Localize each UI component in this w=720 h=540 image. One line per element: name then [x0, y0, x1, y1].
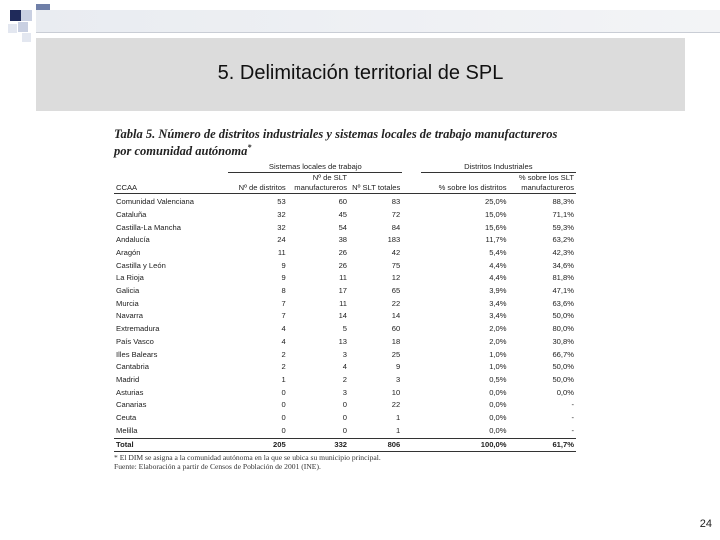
cell-pct-distritos: 15,6% — [484, 222, 507, 232]
total-gap — [402, 438, 420, 452]
page-number: 24 — [699, 518, 712, 530]
cell-manuf: 13 — [338, 336, 348, 346]
cell-pct-distritos: 3,4% — [489, 311, 507, 321]
gap — [402, 374, 420, 387]
cell-total: 25 — [391, 349, 401, 359]
cell-manuf: 4 — [342, 362, 348, 372]
header-rule — [36, 32, 720, 33]
decor-square — [18, 22, 28, 32]
cell-distritos: 4 — [281, 324, 286, 334]
cell-distritos: 2 — [281, 349, 286, 359]
cell-distritos: 7 — [281, 298, 286, 308]
cell-pct-manuf: 63,2% — [552, 235, 574, 245]
cell-pct-distritos: 5,4% — [489, 247, 507, 257]
group-header-slt: Sistemas locales de trabajo — [228, 162, 402, 173]
cell-total: 14 — [391, 311, 401, 321]
cell-distritos: 7 — [281, 311, 286, 321]
gap — [402, 323, 420, 336]
table-notes — [114, 453, 586, 471]
cell-distritos: 8 — [281, 286, 286, 296]
caption-line-1: Tabla 5. Número de distritos industriales y sistemas locales de trabajo manufactureros — [114, 127, 558, 141]
header-blank — [114, 162, 228, 173]
cell-distritos: 9 — [281, 260, 286, 270]
cell-pct-distritos: 0,0% — [489, 413, 507, 423]
cell-pct-manuf: 59,3% — [552, 222, 574, 232]
cell-ccaa: Navarra — [116, 311, 144, 321]
table-row — [114, 209, 576, 222]
gap — [402, 209, 420, 222]
cell-total: 1 — [396, 413, 401, 423]
total-pct-manuf: 61,7% — [509, 438, 576, 452]
cell-pct-distritos: 2,0% — [489, 324, 507, 334]
table-row — [114, 323, 576, 336]
total-row — [114, 438, 576, 452]
table-row — [114, 374, 576, 387]
subheader-pct-slt: % sobre los SLT — [518, 173, 574, 183]
table-body — [114, 194, 576, 438]
cell-ccaa: Castilla-La Mancha — [116, 222, 181, 232]
cell-manuf: 2 — [342, 375, 348, 384]
cell-ccaa: Ceuta — [116, 413, 137, 423]
table-row — [114, 336, 576, 349]
total-label: Total — [114, 438, 228, 452]
cell-manuf: 45 — [338, 209, 348, 219]
cell-ccaa: Illes Balears — [116, 349, 158, 359]
cell-total: 22 — [391, 400, 401, 410]
cell-ccaa: Madrid — [116, 375, 140, 384]
col-header-pct-distritos: % sobre los distritos — [421, 183, 509, 194]
table-row — [114, 387, 576, 400]
decor-square — [10, 10, 21, 21]
cell-pct-distritos: 0,0% — [489, 425, 507, 435]
table-row — [114, 194, 576, 209]
table-figure — [114, 128, 586, 471]
cell-total: 12 — [391, 273, 401, 283]
header-blank — [228, 173, 287, 184]
note-footnote: * El DIM se asigna a la comunidad autónoma en la que se ubica su municipio principal. — [114, 453, 381, 463]
gap — [402, 336, 420, 349]
cell-pct-manuf: 50,0% — [552, 375, 574, 384]
cell-total: 22 — [391, 298, 401, 308]
cell-manuf: 11 — [339, 273, 348, 283]
cell-pct-distritos: 1,0% — [489, 349, 507, 359]
cell-pct-distritos: 2,0% — [489, 336, 507, 346]
gap — [402, 412, 420, 425]
table-row — [114, 412, 576, 425]
table-row — [114, 222, 576, 235]
cell-manuf: 54 — [338, 222, 348, 232]
cell-total: 9 — [396, 362, 401, 372]
gap — [402, 298, 420, 311]
header-blank — [349, 173, 402, 184]
cell-pct-distritos: 11,7% — [485, 235, 507, 245]
cell-distritos: 1 — [281, 375, 286, 384]
total-distritos: 205 — [228, 438, 287, 452]
cell-manuf: 14 — [338, 311, 348, 321]
decor-square — [21, 10, 32, 21]
cell-distritos: 11 — [277, 247, 286, 257]
header-blank — [114, 173, 228, 184]
group-header-di: Distritos Industriales — [421, 162, 576, 173]
cell-total: 183 — [387, 235, 401, 245]
table-row — [114, 260, 576, 273]
cell-manuf: 5 — [342, 324, 348, 334]
gap — [402, 310, 420, 323]
table-row — [114, 247, 576, 260]
cell-ccaa: País Vasco — [116, 336, 154, 346]
cell-pct-manuf: 50,0% — [552, 311, 574, 321]
cell-pct-distritos: 3,4% — [489, 298, 507, 308]
cell-ccaa: Melilla — [116, 425, 138, 435]
cell-pct-manuf: 81,8% — [552, 273, 574, 283]
total-slt: 806 — [349, 438, 402, 452]
table-row — [114, 310, 576, 323]
cell-total: 84 — [391, 222, 401, 232]
cell-pct-distritos: 0,5% — [489, 375, 507, 384]
cell-pct-manuf: 71,1% — [552, 209, 574, 219]
header-gap — [402, 173, 420, 184]
cell-ccaa: Aragón — [116, 247, 141, 257]
cell-pct-manuf: 80,0% — [552, 324, 574, 334]
cell-total: 60 — [391, 324, 401, 334]
gap — [402, 194, 420, 209]
decor-square — [8, 24, 17, 33]
cell-distritos: 0 — [281, 400, 286, 410]
cell-pct-manuf: - — [571, 425, 574, 435]
cell-manuf: 0 — [342, 413, 348, 423]
cell-ccaa: La Rioja — [116, 273, 144, 283]
gap — [402, 425, 420, 438]
data-table — [114, 162, 576, 452]
table-row — [114, 298, 576, 311]
gap — [402, 387, 420, 400]
table-row — [114, 349, 576, 362]
cell-pct-manuf: 50,0% — [552, 362, 574, 372]
cell-ccaa: Asturias — [116, 387, 144, 397]
cell-pct-manuf: 66,7% — [552, 349, 574, 359]
cell-distritos: 0 — [281, 425, 286, 435]
decor-square — [22, 33, 31, 42]
table-row — [114, 285, 576, 298]
cell-manuf: 60 — [338, 197, 348, 207]
cell-total: 72 — [391, 209, 401, 219]
gap — [402, 272, 420, 285]
cell-pct-manuf: 63,6% — [552, 298, 574, 308]
col-header-total: Nº SLT totales — [349, 183, 402, 194]
cell-pct-manuf: 47,1% — [552, 286, 574, 296]
total-pct-distritos: 100,0% — [421, 438, 509, 452]
cell-distritos: 4 — [281, 336, 286, 346]
note-source: Fuente: Elaboración a partir de Censos de Población de 2001 (INE). — [114, 462, 321, 472]
cell-ccaa: Cantabria — [116, 362, 149, 372]
gap — [402, 285, 420, 298]
cell-distritos: 53 — [277, 197, 286, 207]
cell-total: 18 — [391, 336, 401, 346]
table-row — [114, 425, 576, 438]
gap — [402, 234, 420, 247]
cell-manuf: 17 — [338, 286, 348, 296]
cell-distritos: 24 — [277, 235, 286, 245]
cell-total: 83 — [391, 197, 401, 207]
col-header-ccaa: CCAA — [114, 183, 228, 194]
cell-total: 75 — [391, 260, 401, 270]
cell-pct-distritos: 4,4% — [489, 260, 507, 270]
cell-ccaa: Andalucía — [116, 235, 150, 245]
cell-pct-manuf: 88,3% — [552, 197, 574, 207]
cell-total: 65 — [391, 286, 401, 296]
total-manuf: 332 — [288, 438, 349, 452]
caption-line-2-wrap — [114, 141, 586, 158]
cell-distritos: 32 — [277, 222, 286, 232]
caption-mark: * — [247, 143, 252, 152]
cell-manuf: 26 — [338, 260, 348, 270]
header-gap — [402, 183, 420, 194]
cell-distritos: 0 — [281, 387, 286, 397]
gap — [402, 361, 420, 374]
caption-line-2: por comunidad autónoma — [114, 144, 248, 159]
cell-manuf: 0 — [342, 400, 348, 410]
gap — [402, 222, 420, 235]
table-row — [114, 399, 576, 412]
cell-ccaa: Galicia — [116, 286, 140, 296]
cell-pct-manuf: 34,6% — [552, 260, 574, 270]
subheader-slt: Nº de SLT — [312, 173, 348, 183]
cell-ccaa: Castilla y León — [116, 260, 166, 270]
cell-total: 42 — [391, 247, 401, 257]
cell-pct-manuf: - — [571, 400, 574, 410]
cell-pct-distritos: 4,4% — [489, 273, 507, 283]
table-caption — [114, 128, 586, 158]
cell-manuf: 26 — [338, 247, 348, 257]
cell-manuf: 3 — [342, 349, 348, 359]
cell-ccaa: Murcia — [116, 298, 139, 308]
cell-distritos: 0 — [281, 413, 286, 423]
cell-pct-manuf: 30,8% — [552, 336, 574, 346]
cell-pct-manuf: 42,3% — [552, 247, 574, 257]
cell-manuf: 3 — [342, 387, 348, 397]
cell-pct-distritos: 1,0% — [489, 362, 507, 372]
gap — [402, 247, 420, 260]
cell-total: 10 — [391, 387, 401, 397]
cell-manuf: 0 — [342, 425, 348, 435]
header-blank — [421, 173, 509, 184]
cell-distritos: 32 — [277, 209, 286, 219]
cell-pct-distritos: 0,0% — [489, 400, 507, 410]
col-header-distritos: Nº de distritos — [228, 183, 287, 194]
table-row — [114, 361, 576, 374]
cell-pct-distritos: 3,9% — [489, 286, 507, 296]
cell-manuf: 11 — [339, 298, 348, 308]
cell-pct-distritos: 15,0% — [484, 209, 507, 219]
cell-ccaa: Comunidad Valenciana — [116, 197, 194, 207]
slide-title: 5. Delimitación territorial de SPL — [217, 62, 504, 84]
gap — [402, 349, 420, 362]
cell-ccaa: Cataluña — [116, 209, 147, 219]
cell-manuf: 38 — [338, 235, 348, 245]
table-row — [114, 272, 576, 285]
cell-total: 1 — [396, 425, 401, 435]
cell-distritos: 9 — [281, 273, 286, 283]
cell-total: 3 — [396, 375, 401, 384]
header-gap — [402, 162, 420, 173]
cell-pct-manuf: - — [571, 413, 574, 423]
cell-ccaa: Canarias — [116, 400, 147, 410]
col-header-pct-manuf: manufactureros — [509, 183, 576, 194]
cell-pct-distritos: 25,0% — [484, 197, 507, 207]
cell-ccaa: Extremadura — [116, 324, 160, 334]
cell-distritos: 2 — [281, 362, 286, 372]
table-row — [114, 234, 576, 247]
header-band — [36, 10, 720, 32]
cell-pct-distritos: 0,0% — [489, 387, 507, 397]
gap — [402, 260, 420, 273]
gap — [402, 399, 420, 412]
cell-pct-manuf: 0,0% — [556, 387, 574, 397]
col-header-manuf: manufactureros — [288, 183, 349, 194]
